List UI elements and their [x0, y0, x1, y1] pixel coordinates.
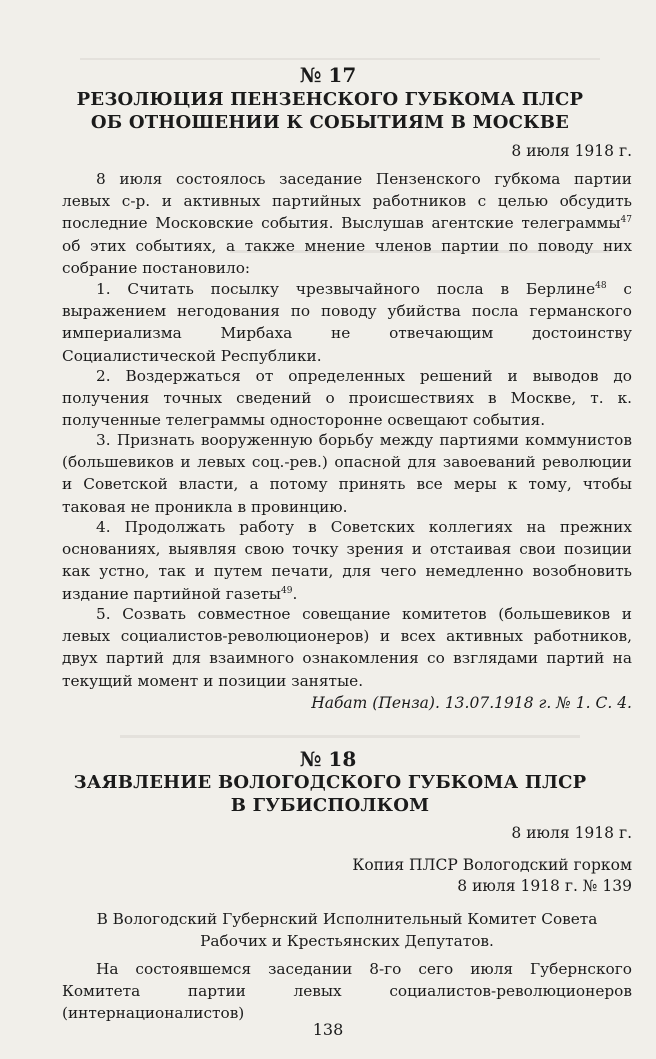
bleed-through-shadow — [120, 735, 580, 746]
footnote-48[interactable]: 48 — [595, 281, 607, 291]
document-17-title-line2: ОБ ОТНОШЕНИИ К СОБЫТИЯМ В МОСКВЕ — [90, 112, 570, 133]
document-18-body: На состоявшемся заседании 8-го сего июля Губернского Комитета партии левых социалистов-революционеров (интернационалистов) — [62, 960, 632, 1023]
document-17-source: Набат (Пенза). 13.07.1918 г. № 1. С. 4. — [311, 694, 632, 712]
document-18-number: № 18 — [299, 747, 357, 771]
address-line2: Рабочих и Крестьянских Депутатов. — [200, 932, 494, 950]
footnote-49[interactable]: 49 — [280, 585, 293, 596]
resolution-item-1: 1. Считать посылку чрезвычайного посла в Берлине$^{48}$ с выражением негодования по поводу убийства посла германского империализма Мирбаха не отвечающим достоинству Социалистической Республики. — [62, 280, 632, 365]
resolution-item-5: 5. Созвать совместное совещание комитетов (большевиков и левых социалистов-революционеров) и всех активных работников, двух партий для взаимного ознакомления со взглядами партий на текущий момент и позиции занятые. — [62, 605, 632, 690]
resolution-item-4: 4. Продолжать работу в Советских коллегиях на прежних основаниях, выявляя свою точку зрения и отстаивая свои позиции как устно, так и путем печати, для чего немедленно возобновить издание партийной газеты$^{49}$. — [62, 518, 632, 603]
document-18-date: 8 июля 1918 г. — [511, 824, 632, 842]
page-number: 138 — [312, 1020, 344, 1039]
document-17-date: 8 июля 1918 г. — [511, 142, 632, 160]
address-line1: В Вологодский Губернский Исполнительный Комитет Совета — [96, 910, 598, 928]
copy-reference-line1: Копия ПЛСР Вологодский горком — [352, 856, 632, 874]
resolution-item-3: 3. Признать вооруженную борьбу между партиями коммунистов (большевиков и левых соц.-рев.) опасной для завоеваний революции и Советской власти, а потому принять все меры к тому, чтобы таковая не проникла в провинцию. — [62, 431, 632, 516]
resolution-item-2: 2. Воздержаться от определенных решений и выводов до получения точных сведений о происшествиях в Москве, т. к. полученные телеграммы односторонне освещают события. — [62, 367, 632, 430]
document-18-title-line2: В ГУБИСПОЛКОМ — [230, 795, 430, 816]
document-18-title-line1: ЗАЯВЛЕНИЕ ВОЛОГОДСКОГО ГУБКОМА ПЛСР — [73, 772, 587, 793]
footnote-47[interactable]: 47 — [620, 215, 632, 226]
document-17-intro: 8 июля состоялось заседание Пензенского губкома партии левых с-р. и активных партийных работников с целью обсудить последние Московские события. Выслушав агентские телеграммы$^{47}$ об этих событиях, а также мнение членов партии по поводу них собрание постановило: — [62, 170, 632, 277]
document-17-title-line1: РЕЗОЛЮЦИЯ ПЕНЗЕНСКОГО ГУБКОМА ПЛСР — [76, 89, 584, 110]
copy-reference-line2: 8 июля 1918 г. № 139 — [457, 877, 632, 895]
document-17-number: № 17 — [299, 63, 357, 87]
